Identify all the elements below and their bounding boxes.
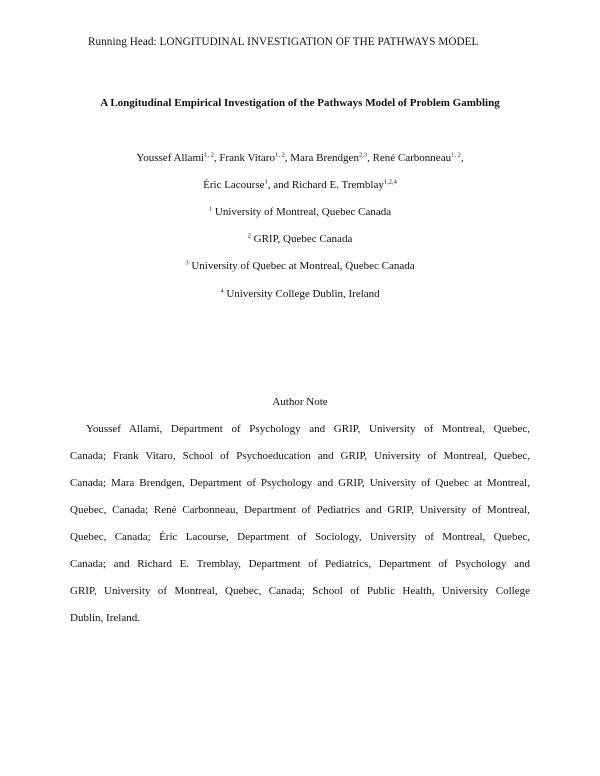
running-head: Running Head: LONGITUDINAL INVESTIGATION OF THE PATHWAYS MODEL bbox=[88, 36, 479, 48]
author-note-line: Canada; and Richard E. Tremblay, Department of Pediatrics, Department of Psychology and bbox=[70, 558, 530, 570]
author-line-1 bbox=[0, 152, 600, 164]
affiliation-3 bbox=[0, 260, 600, 272]
author-note-line: Youssef Allami, Department of Psychology and GRIP, University of Montreal, Quebec, bbox=[86, 423, 530, 435]
affiliation-text: University College Dublin, Ireland bbox=[223, 288, 380, 300]
affiliation-text: GRIP, Quebec Canada bbox=[250, 233, 353, 245]
author-name: Éric Lacourse bbox=[203, 179, 265, 191]
author-note-line: Canada; Frank Vitaro, School of Psychoeducation and GRIP, University of Montreal, Quebec, bbox=[70, 450, 530, 462]
affiliation-superscript: 3 bbox=[185, 259, 189, 267]
author-note-heading: Author Note bbox=[272, 396, 328, 408]
author-superscript: 2,3 bbox=[358, 151, 368, 159]
author-note-line: Quebec, Canada; Éric Lacourse, Department of Sociology, University of Montreal, Quebec, bbox=[70, 531, 530, 543]
author-note-line: Quebec, Canada; René Carbonneau, Department of Pediatrics and GRIP, University of Montreal, bbox=[70, 504, 530, 516]
author-superscript: 1, 2 bbox=[451, 151, 461, 159]
author-name: Youssef Allami bbox=[136, 152, 205, 164]
author-name: , Mara Brendgen bbox=[284, 152, 359, 164]
author-name: , and Richard E. Tremblay bbox=[267, 179, 384, 191]
affiliation-text: University of Montreal, Quebec Canada bbox=[212, 206, 392, 218]
affiliation-1 bbox=[0, 206, 600, 218]
affiliation-superscript: 2 bbox=[247, 232, 251, 240]
author-superscript: 1,2,4 bbox=[383, 178, 397, 186]
author-superscript: 1, 2 bbox=[204, 151, 214, 159]
affiliation-4 bbox=[0, 288, 600, 300]
paper-title: A Longitudinal Empirical Investigation of the Pathways Model of Problem Gambling bbox=[100, 97, 500, 109]
author-name: , René Carbonneau bbox=[367, 152, 452, 164]
affiliation-superscript: 1 bbox=[208, 205, 213, 213]
affiliation-text: University of Quebec at Montreal, Quebec Canada bbox=[188, 260, 415, 272]
affiliation-superscript: 4 bbox=[220, 287, 224, 295]
author-superscript: 1 bbox=[264, 178, 268, 186]
affiliation-2 bbox=[0, 233, 600, 245]
author-name: , Frank Vitaro bbox=[213, 152, 275, 164]
author-note-line: Dublin, Ireland. bbox=[70, 612, 140, 624]
author-note-line: Canada; Mara Brendgen, Department of Psychology and GRIP, University of Quebec at Montreal, bbox=[70, 477, 530, 489]
author-superscript: 1, 2 bbox=[274, 151, 285, 159]
author-line-2 bbox=[0, 179, 600, 191]
author-note-line: GRIP, University of Montreal, Quebec, Canada; School of Public Health, University College bbox=[70, 585, 530, 597]
author-separator: , bbox=[460, 152, 464, 164]
